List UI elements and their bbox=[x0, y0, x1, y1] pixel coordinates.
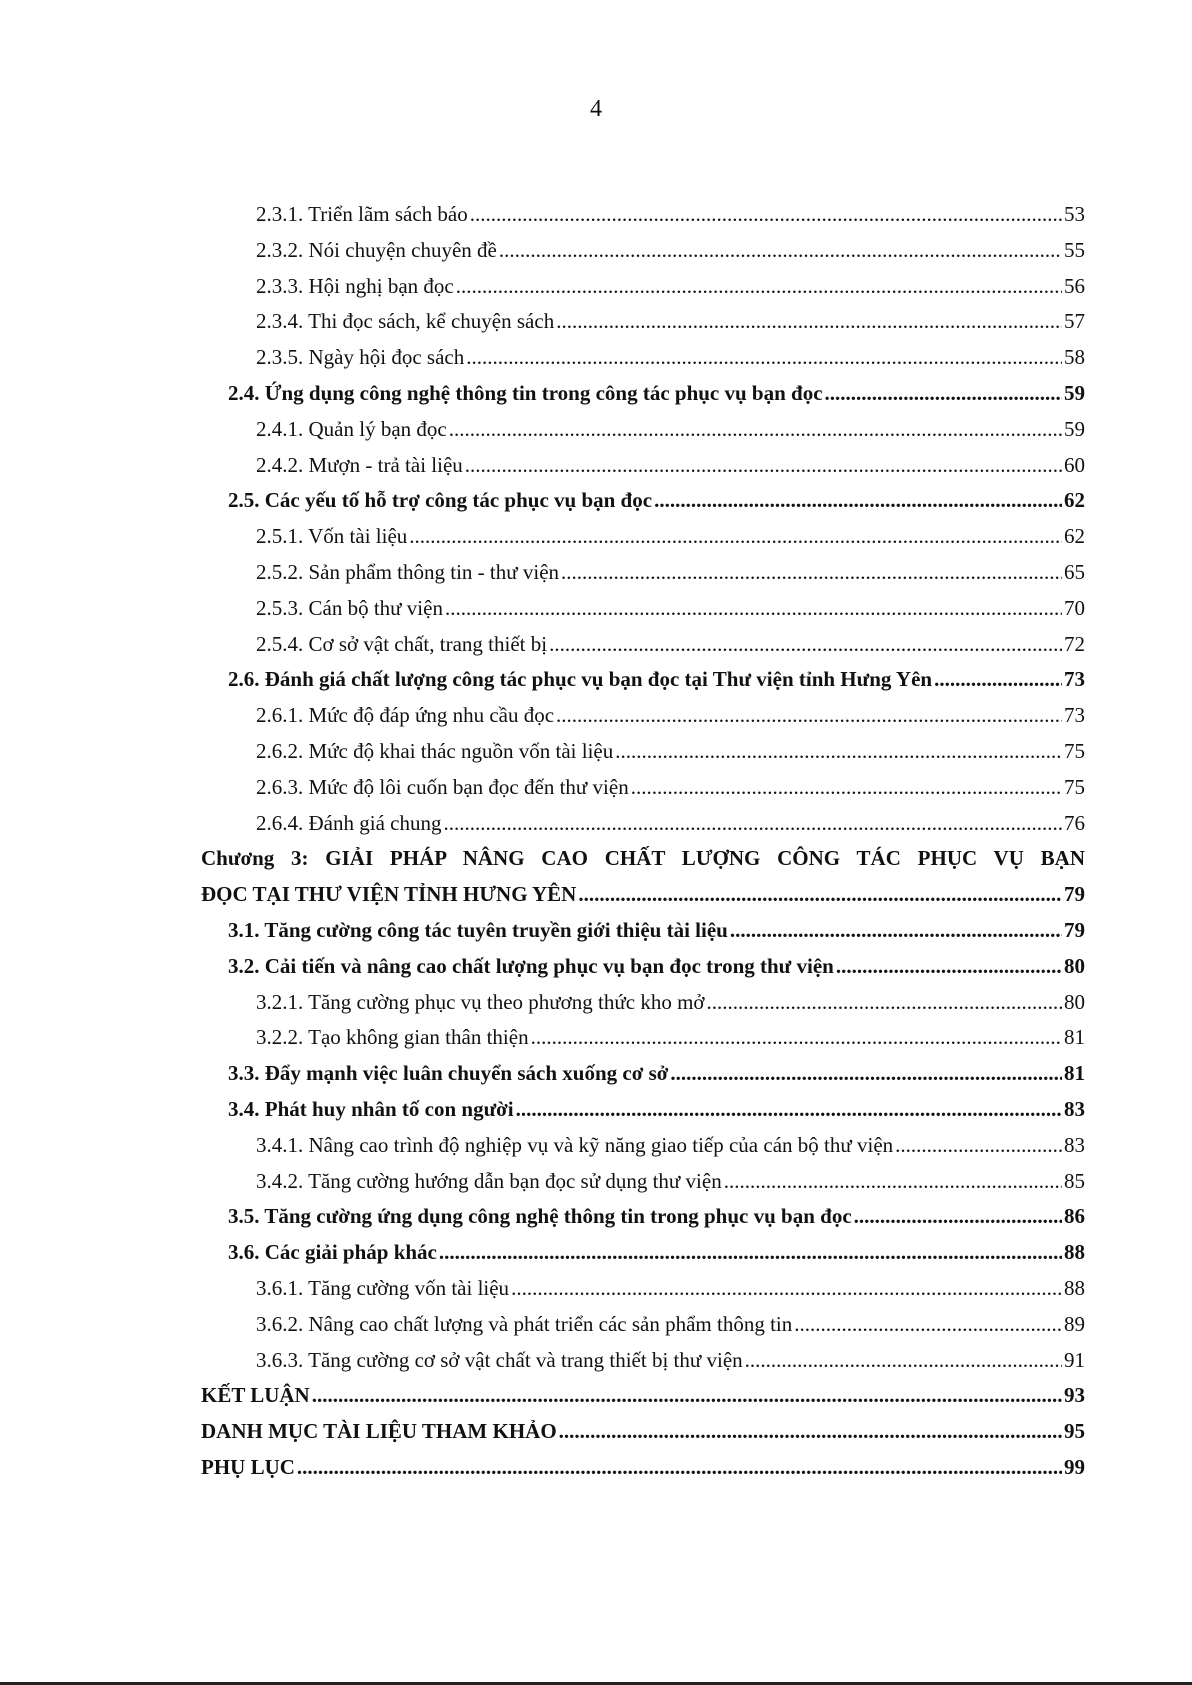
toc-dot-leader bbox=[456, 269, 1062, 305]
toc-dot-leader bbox=[825, 376, 1062, 412]
toc-entry-page: 80 bbox=[1064, 989, 1085, 1014]
toc-entry[interactable] bbox=[201, 1271, 1085, 1307]
toc-entry-title: 3.4.2. Tăng cường hướng dẫn bạn đọc sử dụng thư viện bbox=[256, 1168, 722, 1193]
toc-entry-page: 70 bbox=[1064, 595, 1085, 620]
toc-entry[interactable] bbox=[201, 949, 1085, 985]
toc-entry-page: 80 bbox=[1064, 953, 1085, 978]
toc-entry-title: 2.4.1. Quản lý bạn đọc bbox=[256, 416, 447, 441]
toc-entry-title: 3.2. Cải tiến và nâng cao chất lượng phục vụ bạn đọc trong thư viện bbox=[228, 953, 834, 978]
toc-entry-title: 3.4. Phát huy nhân tố con người bbox=[228, 1096, 514, 1121]
toc-entry-page: 83 bbox=[1064, 1096, 1085, 1121]
toc-entry[interactable] bbox=[201, 734, 1085, 770]
toc-entry-title: 2.6.4. Đánh giá chung bbox=[256, 810, 442, 835]
toc-dot-leader bbox=[934, 662, 1062, 698]
toc-entry[interactable] bbox=[201, 806, 1085, 842]
toc-entry-title: 3.6. Các giải pháp khác bbox=[228, 1240, 437, 1265]
page-number: 4 bbox=[590, 96, 602, 122]
toc-entry[interactable] bbox=[201, 662, 1085, 698]
toc-entry-page: 62 bbox=[1064, 488, 1085, 513]
toc-entry-title: 3.3. Đẩy mạnh việc luân chuyển sách xuống cơ sở bbox=[228, 1061, 669, 1086]
toc-dot-leader bbox=[556, 698, 1062, 734]
toc-dot-leader bbox=[559, 1414, 1062, 1450]
toc-entry-title: ĐỌC TẠI THƯ VIỆN TỈNH HƯNG YÊN bbox=[201, 882, 577, 907]
toc-entry-title: DANH MỤC TÀI LIỆU THAM KHẢO bbox=[201, 1419, 557, 1444]
toc-dot-leader bbox=[443, 806, 1062, 842]
toc-dot-leader bbox=[312, 1378, 1062, 1414]
toc-dot-leader bbox=[561, 555, 1062, 591]
toc-entry-page: 55 bbox=[1064, 237, 1085, 262]
toc-dot-leader bbox=[549, 627, 1062, 663]
toc-dot-leader bbox=[465, 448, 1062, 484]
toc-entry[interactable] bbox=[201, 877, 1085, 913]
toc-entry[interactable] bbox=[201, 233, 1085, 269]
toc-entry-page: 62 bbox=[1064, 524, 1085, 549]
toc-entry-page: 86 bbox=[1064, 1204, 1085, 1229]
toc-dot-leader bbox=[724, 1164, 1062, 1200]
toc-entry-page: 57 bbox=[1064, 309, 1085, 334]
toc-entry-page: 75 bbox=[1064, 738, 1085, 763]
toc-entry-page: 73 bbox=[1064, 703, 1085, 728]
toc-dot-leader bbox=[511, 1271, 1062, 1307]
toc-entry-page: 72 bbox=[1064, 631, 1085, 656]
toc-entry-title: 2.3.2. Nói chuyện chuyên đề bbox=[256, 237, 497, 262]
toc-entry-title: 3.5. Tăng cường ứng dụng công nghệ thông tin trong phục vụ bạn đọc bbox=[228, 1204, 852, 1229]
toc-entry-page: 60 bbox=[1064, 452, 1085, 477]
toc-entry[interactable] bbox=[201, 1199, 1085, 1235]
toc-entry-title: 3.2.2. Tạo không gian thân thiện bbox=[256, 1025, 529, 1050]
toc-entry[interactable] bbox=[201, 555, 1085, 591]
toc-entry[interactable] bbox=[201, 1020, 1085, 1056]
toc-entry[interactable] bbox=[201, 376, 1085, 412]
toc-entry-title: 2.3.1. Triển lãm sách báo bbox=[256, 202, 468, 226]
toc-entry-title: 3.1. Tăng cường công tác tuyên truyền giới thiệu tài liệu bbox=[228, 917, 728, 942]
toc-entry[interactable] bbox=[201, 913, 1085, 949]
toc-entry-page: 75 bbox=[1064, 774, 1085, 799]
toc-dot-leader bbox=[794, 1307, 1062, 1343]
toc-entry-title: 2.3.5. Ngày hội đọc sách bbox=[256, 345, 465, 370]
toc-entry-title: 3.6.2. Nâng cao chất lượng và phát triển các sản phẩm thông tin bbox=[256, 1311, 793, 1336]
toc-entry-title: 2.5.4. Cơ sở vật chất, trang thiết bị bbox=[256, 631, 548, 656]
toc-dot-leader bbox=[836, 949, 1062, 985]
toc-entry[interactable] bbox=[201, 1307, 1085, 1343]
toc-dot-leader bbox=[466, 340, 1062, 376]
toc-entry-page: 53 bbox=[1064, 202, 1085, 226]
toc-dot-leader bbox=[745, 1343, 1062, 1379]
toc-entry[interactable] bbox=[201, 591, 1085, 627]
toc-dot-leader bbox=[516, 1092, 1062, 1128]
toc-entry-title: 2.3.4. Thi đọc sách, kể chuyện sách bbox=[256, 309, 555, 334]
toc-entry[interactable] bbox=[201, 1343, 1085, 1379]
toc-entry-page: 88 bbox=[1064, 1240, 1085, 1265]
toc-entry-title: KẾT LUẬN bbox=[201, 1383, 310, 1408]
toc-entry[interactable] bbox=[201, 1450, 1085, 1486]
toc-entry-title: Chương 3: GIẢI PHÁP NÂNG CAO CHẤT LƯỢNG CÔNG TÁC PHỤC VỤ BẠN bbox=[201, 846, 1085, 871]
toc-entry[interactable] bbox=[201, 519, 1085, 555]
toc-entry-page: 89 bbox=[1064, 1311, 1085, 1336]
toc-entry[interactable] bbox=[201, 841, 1085, 877]
toc-entry[interactable] bbox=[201, 985, 1085, 1021]
toc-entry-page: 81 bbox=[1064, 1061, 1085, 1086]
toc-entry-page: 83 bbox=[1064, 1132, 1085, 1157]
toc-entry-page: 85 bbox=[1064, 1168, 1085, 1193]
toc-entry-title: 2.5.2. Sản phẩm thông tin - thư viện bbox=[256, 559, 560, 584]
toc-entry-title: 2.6.2. Mức độ khai thác nguồn vốn tài liệu bbox=[256, 738, 614, 763]
toc-dot-leader bbox=[439, 1235, 1062, 1271]
toc-entry-page: 56 bbox=[1064, 273, 1085, 298]
toc-dot-leader bbox=[470, 197, 1062, 233]
toc-entry-title: 2.4. Ứng dụng công nghệ thông tin trong công tác phục vụ bạn đọc bbox=[228, 380, 823, 405]
toc-entry-title: 3.6.3. Tăng cường cơ sở vật chất và trang thiết bị thư viện bbox=[256, 1347, 743, 1372]
toc-entry-title: 2.3.3. Hội nghị bạn đọc bbox=[256, 273, 454, 298]
toc-entry-title: 3.6.1. Tăng cường vốn tài liệu bbox=[256, 1275, 510, 1300]
toc-dot-leader bbox=[578, 877, 1062, 913]
toc-entry-title: 2.6.1. Mức độ đáp ứng nhu cầu đọc bbox=[256, 703, 555, 728]
toc-dot-leader bbox=[449, 412, 1062, 448]
toc-dot-leader bbox=[531, 1020, 1062, 1056]
toc-entry[interactable] bbox=[201, 1414, 1085, 1450]
table-of-contents bbox=[201, 197, 1085, 1486]
toc-dot-leader bbox=[556, 304, 1062, 340]
toc-dot-leader bbox=[615, 734, 1062, 770]
toc-dot-leader bbox=[297, 1450, 1062, 1486]
toc-entry[interactable] bbox=[201, 1056, 1085, 1092]
toc-entry-page: 91 bbox=[1064, 1347, 1085, 1372]
toc-entry[interactable] bbox=[201, 197, 1085, 233]
toc-dot-leader bbox=[631, 770, 1062, 806]
toc-entry[interactable] bbox=[201, 1092, 1085, 1128]
toc-entry-page: 59 bbox=[1064, 416, 1085, 441]
toc-entry-page: 88 bbox=[1064, 1275, 1085, 1300]
toc-entry-title: 2.5. Các yếu tố hỗ trợ công tác phục vụ bạn đọc bbox=[228, 488, 653, 513]
toc-entry-page: 79 bbox=[1064, 917, 1085, 942]
toc-entry-page: 76 bbox=[1064, 810, 1085, 835]
toc-entry[interactable] bbox=[201, 448, 1085, 484]
toc-entry[interactable] bbox=[201, 412, 1085, 448]
toc-entry-title: 3.4.1. Nâng cao trình độ nghiệp vụ và kỹ năng giao tiếp của cán bộ thư viện bbox=[256, 1132, 894, 1157]
toc-entry-page: 65 bbox=[1064, 559, 1085, 584]
toc-entry-page: 95 bbox=[1064, 1419, 1085, 1444]
toc-dot-leader bbox=[409, 519, 1062, 555]
toc-entry-title: 2.5.3. Cán bộ thư viện bbox=[256, 595, 443, 620]
toc-entry-title: 2.6.3. Mức độ lôi cuốn bạn đọc đến thư viện bbox=[256, 774, 629, 799]
toc-entry-title: 2.5.1. Vốn tài liệu bbox=[256, 524, 408, 549]
toc-entry[interactable] bbox=[201, 269, 1085, 305]
toc-entry[interactable] bbox=[201, 340, 1085, 376]
toc-entry[interactable] bbox=[201, 1128, 1085, 1164]
toc-entry[interactable] bbox=[201, 483, 1085, 519]
toc-entry-page: 58 bbox=[1064, 345, 1085, 370]
toc-entry[interactable] bbox=[201, 770, 1085, 806]
toc-entry-page: 73 bbox=[1064, 667, 1085, 692]
toc-dot-leader bbox=[445, 591, 1062, 627]
toc-entry[interactable] bbox=[201, 304, 1085, 340]
toc-entry-page: 59 bbox=[1064, 380, 1085, 405]
toc-entry[interactable] bbox=[201, 627, 1085, 663]
toc-dot-leader bbox=[654, 483, 1062, 519]
toc-entry[interactable] bbox=[201, 1378, 1085, 1414]
toc-entry[interactable] bbox=[201, 698, 1085, 734]
toc-dot-leader bbox=[670, 1056, 1062, 1092]
toc-dot-leader bbox=[895, 1128, 1062, 1164]
toc-entry-page: 99 bbox=[1064, 1454, 1085, 1479]
toc-entry-title: 2.4.2. Mượn - trả tài liệu bbox=[256, 452, 463, 477]
toc-entry-page: 93 bbox=[1064, 1383, 1085, 1408]
toc-entry[interactable] bbox=[201, 1164, 1085, 1200]
toc-dot-leader bbox=[707, 985, 1062, 1021]
toc-entry-title: 2.6. Đánh giá chất lượng công tác phục vụ bạn đọc tại Thư viện tỉnh Hưng Yên bbox=[228, 667, 933, 692]
toc-dot-leader bbox=[854, 1199, 1062, 1235]
toc-entry-page: 81 bbox=[1064, 1025, 1085, 1050]
toc-entry-title: 3.2.1. Tăng cường phục vụ theo phương thức kho mở bbox=[256, 989, 705, 1014]
toc-dot-leader bbox=[499, 233, 1062, 269]
toc-entry[interactable] bbox=[201, 1235, 1085, 1271]
toc-entry-title: PHỤ LỤC bbox=[201, 1454, 295, 1479]
toc-entry-page: 79 bbox=[1064, 882, 1085, 907]
toc-dot-leader bbox=[730, 913, 1062, 949]
